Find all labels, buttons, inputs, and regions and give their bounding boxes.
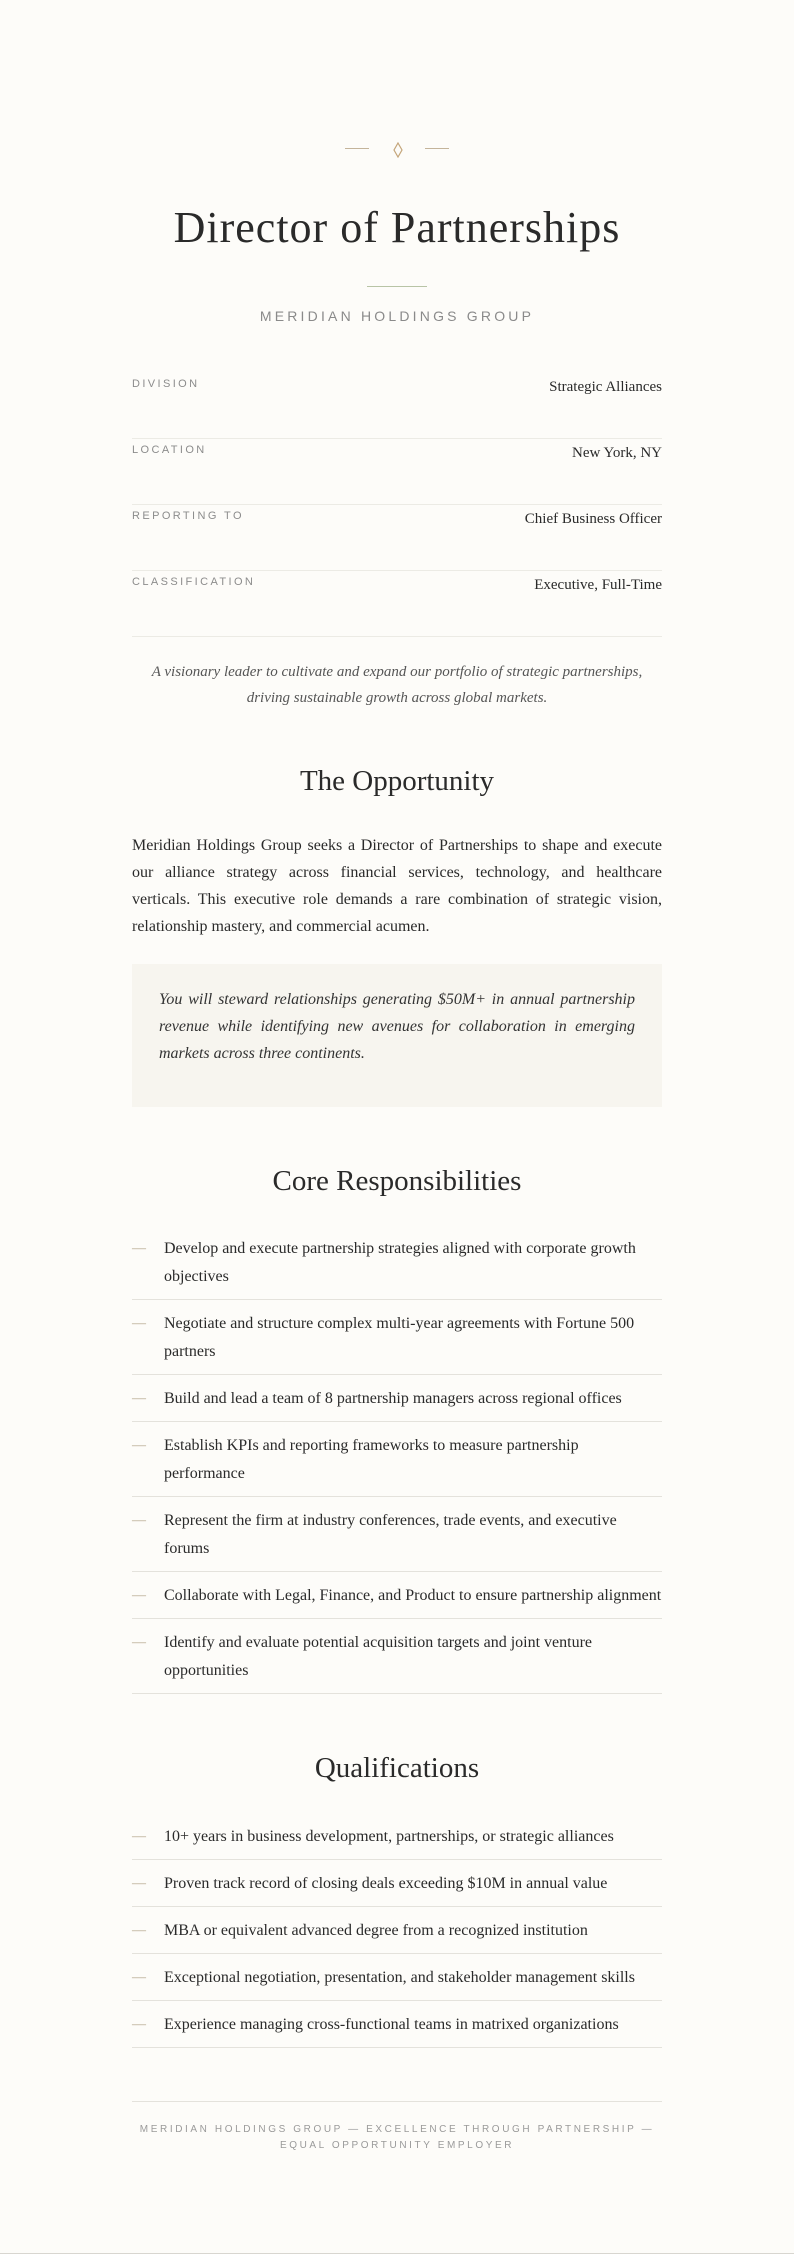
list-item-text: Negotiate and structure complex multi-year agreements with Fortune 500 partners	[164, 1315, 635, 1360]
meta-row-location	[132, 439, 662, 505]
section-heading-responsibilities: Core Responsibilities	[272, 1165, 522, 1197]
ornament-line-right	[425, 148, 449, 149]
section-heading-opportunity: The Opportunity	[299, 765, 495, 797]
list-item-text: Collaborate with Legal, Finance, and Product to ensure partnership alignment	[164, 1587, 662, 1604]
meta-row-division	[132, 373, 662, 439]
meta-row-classification	[132, 571, 662, 637]
list-item	[132, 1629, 662, 1694]
meta-value: New York, NY	[571, 445, 662, 461]
list-item	[132, 2011, 662, 2048]
list-item-text: Identify and evaluate potential acquisition targets and joint venture opportunities	[164, 1634, 593, 1679]
list-item	[132, 1385, 662, 1422]
dash-bullet-icon: —	[132, 1970, 146, 1985]
qualifications-list	[132, 1823, 662, 2048]
list-item-text: Build and lead a team of 8 partnership managers across regional offices	[164, 1390, 622, 1407]
dash-bullet-icon: —	[132, 2017, 146, 2032]
meta-row-reporting-to	[132, 505, 662, 571]
dash-bullet-icon: —	[132, 1438, 146, 1453]
title-divider	[367, 286, 427, 287]
list-item	[132, 1917, 662, 1954]
ornament-line-left	[345, 148, 369, 149]
opportunity-body: Meridian Holdings Group seeks a Director of Partnerships to shape and execute our alliance strategy across financial services, technology, and healthcare verticals. This executive role demands a rare combination of strategic vision, relationship mastery, and commercial acumen.	[132, 837, 662, 935]
list-item-text: Exceptional negotiation, presentation, and stakeholder management skills	[164, 1969, 635, 1986]
company-name: MERIDIAN HOLDINGS GROUP	[259, 308, 535, 324]
list-item	[132, 1432, 662, 1497]
list-item	[132, 1582, 662, 1619]
dash-bullet-icon: —	[132, 1391, 146, 1406]
list-item-text: MBA or equivalent advanced degree from a recognized institution	[164, 1922, 588, 1939]
list-item	[132, 1310, 662, 1375]
meta-value: Strategic Alliances	[549, 379, 662, 395]
meta-value: Executive, Full-Time	[534, 577, 662, 593]
list-item	[132, 1964, 662, 2001]
list-item-text: Represent the firm at industry conferences, trade events, and executive forums	[164, 1512, 617, 1557]
footer-line-eoe: EQUAL OPPORTUNITY EMPLOYER	[279, 2140, 515, 2151]
list-item-text: Proven track record of closing deals exceeding $10M in annual value	[164, 1875, 608, 1892]
list-item	[132, 1507, 662, 1572]
job-posting	[132, 0, 662, 2154]
meta-label: REPORTING TO	[132, 510, 244, 522]
list-item-text: Experience managing cross-functional teams in matrixed organizations	[164, 2016, 619, 2033]
dash-bullet-icon: —	[132, 1316, 146, 1331]
list-item	[132, 1235, 662, 1300]
meta-value: Chief Business Officer	[524, 511, 662, 527]
dash-bullet-icon: —	[132, 1829, 146, 1844]
list-item-text: 10+ years in business development, partnerships, or strategic alliances	[164, 1828, 614, 1845]
list-item-text: Establish KPIs and reporting frameworks to measure partnership performance	[164, 1437, 579, 1482]
list-item	[132, 1823, 662, 1860]
responsibilities-list	[132, 1235, 662, 1694]
job-meta-list	[132, 373, 662, 637]
section-heading-qualifications: Qualifications	[314, 1752, 480, 1784]
footer-line-tagline: MERIDIAN HOLDINGS GROUP — EXCELLENCE THROUGH PARTNERSHIP —	[139, 2124, 655, 2135]
meta-label: CLASSIFICATION	[132, 576, 256, 588]
list-item-text: Develop and execute partnership strategies aligned with corporate growth objectives	[164, 1240, 636, 1285]
dash-bullet-icon: —	[132, 1923, 146, 1938]
dash-bullet-icon: —	[132, 1635, 146, 1650]
page-footer	[132, 2122, 662, 2154]
dash-bullet-icon: —	[132, 1588, 146, 1603]
page-title: Director of Partnerships	[173, 203, 621, 252]
meta-label: DIVISION	[132, 378, 200, 390]
dash-bullet-icon: —	[132, 1876, 146, 1891]
diamond-icon	[393, 142, 401, 154]
dash-bullet-icon: —	[132, 1513, 146, 1528]
role-tagline: A visionary leader to cultivate and expand our portfolio of strategic partnerships, driving sustainable growth across global markets.	[151, 664, 643, 706]
header-ornament	[132, 136, 662, 160]
footer-divider	[132, 2101, 662, 2102]
opportunity-callout: You will steward relationships generating $50M+ in annual partnership revenue while identifying new avenues for collaboration in emerging markets across three continents.	[132, 964, 662, 1107]
meta-label: LOCATION	[132, 444, 207, 456]
list-item	[132, 1870, 662, 1907]
dash-bullet-icon: —	[132, 1241, 146, 1256]
